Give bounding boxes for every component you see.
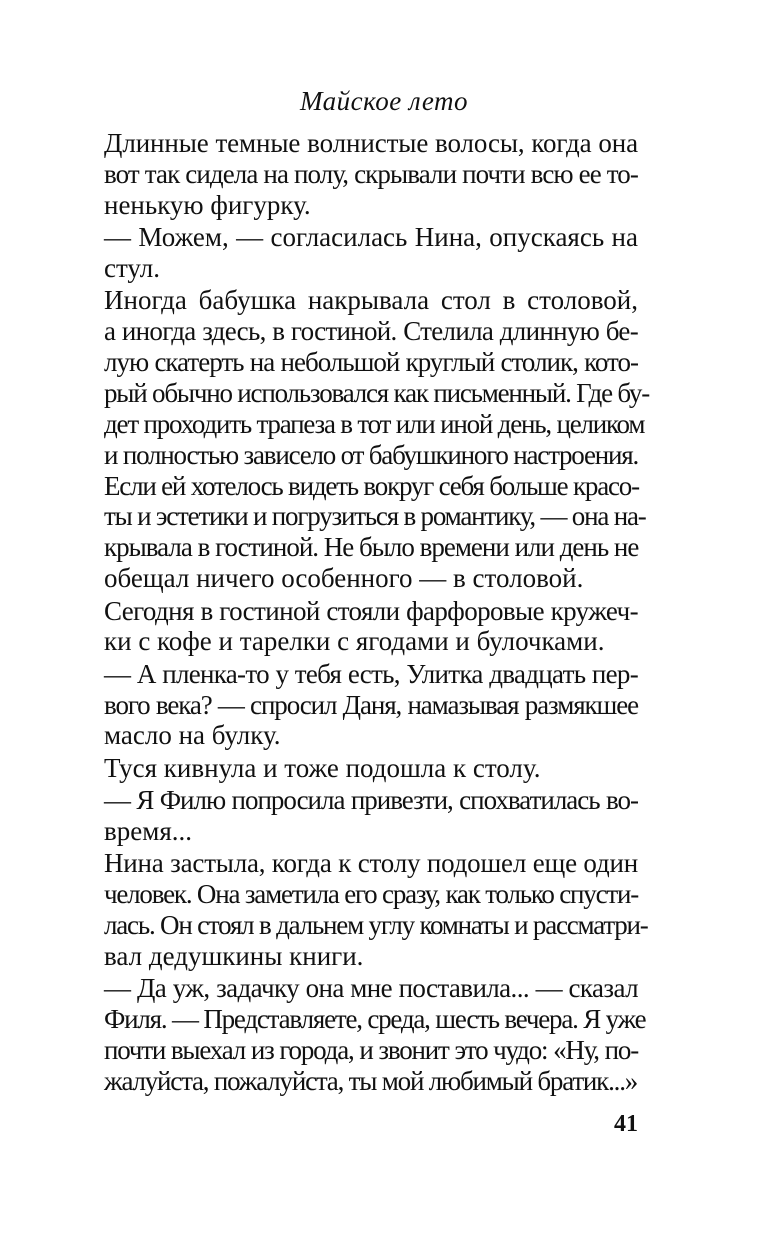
text-line: — А пленка-то у тебя есть, Улитка двадцать пер-: [104, 658, 638, 689]
paragraph: [104, 285, 650, 594]
text-line: ненькую фигурку.: [104, 189, 311, 220]
paragraph: [104, 753, 638, 784]
page-number: 41: [614, 1111, 638, 1137]
text-line: — Можем, — согласилась Нина, опускаясь на: [104, 222, 638, 253]
text-line: стул.: [104, 252, 160, 283]
text-line: обещал ничего особенного — в столовой.: [104, 563, 584, 594]
text-line: Длинные темные волнистые волосы, когда она: [104, 128, 638, 158]
text-line: время...: [104, 815, 192, 846]
paragraph: [104, 128, 638, 221]
text-line: почти выехал из города, и звонит это чудо: «Ну, по-: [104, 1034, 638, 1065]
text-line: Нина застыла, когда к столу подошел еще один: [104, 848, 638, 879]
body-text: [104, 128, 650, 1098]
text-line: масло на булку.: [104, 720, 281, 751]
text-line: лась. Он стоял в дальнем углу комнаты и рассматри-: [104, 910, 648, 940]
text-line: жалуйста, пожалуйста, ты мой любимый братик...»: [104, 1065, 638, 1096]
paragraph: [104, 785, 638, 847]
paragraph: [104, 596, 638, 658]
text-line: крывала в гостиной. Не было времени или день не: [104, 532, 639, 563]
text-line: Если ей хотелось видеть вокруг себя больше красо-: [104, 470, 639, 501]
text-line: ки с кофе и тарелки с ягодами и булочками.: [104, 626, 605, 657]
paragraph: [104, 659, 638, 752]
text-line: Сегодня в гостиной стояли фарфоровые кружеч-: [104, 595, 638, 626]
paragraph: [104, 222, 638, 284]
text-line: человек. Она заметила его сразу, как только спусти-: [104, 879, 638, 910]
text-line: — Я Филю попросила привезти, спохватилась во-: [104, 785, 638, 816]
text-line: Туся кивнула и тоже подошла к столу.: [104, 752, 541, 783]
text-line: а иногда здесь, в гостиной. Стелила длинную бе-: [104, 316, 638, 347]
paragraph: [104, 973, 646, 1097]
text-line: Филя. — Представляете, среда, шесть вечера. Я уже: [104, 1004, 646, 1035]
text-line: вал дедушкины книги.: [104, 940, 364, 971]
text-line: — Да уж, задачку она мне поставила... — сказал: [104, 973, 638, 1004]
text-line: ты и эстетики и погрузиться в романтику, — она на-: [104, 501, 646, 532]
running-header: Майское лето: [300, 86, 468, 116]
text-line: вот так сидела на полу, скрывали почти всю ее то-: [104, 158, 638, 189]
text-line: лую скатерть на небольшой круглый столик, кото-: [104, 347, 638, 378]
text-line: вого века? — спросил Даня, намазывая размякшее: [104, 689, 638, 720]
text-line: дет проходить трапеза в тот или иной день, целиком: [104, 408, 645, 439]
text-line: рый обычно использовался как письменный. Где бу-: [104, 377, 650, 408]
text-line: Иногда бабушка накрывала стол в столовой,: [104, 285, 638, 316]
text-line: и полностью зависело от бабушкиного настроения.: [104, 439, 638, 470]
paragraph: [104, 848, 648, 972]
